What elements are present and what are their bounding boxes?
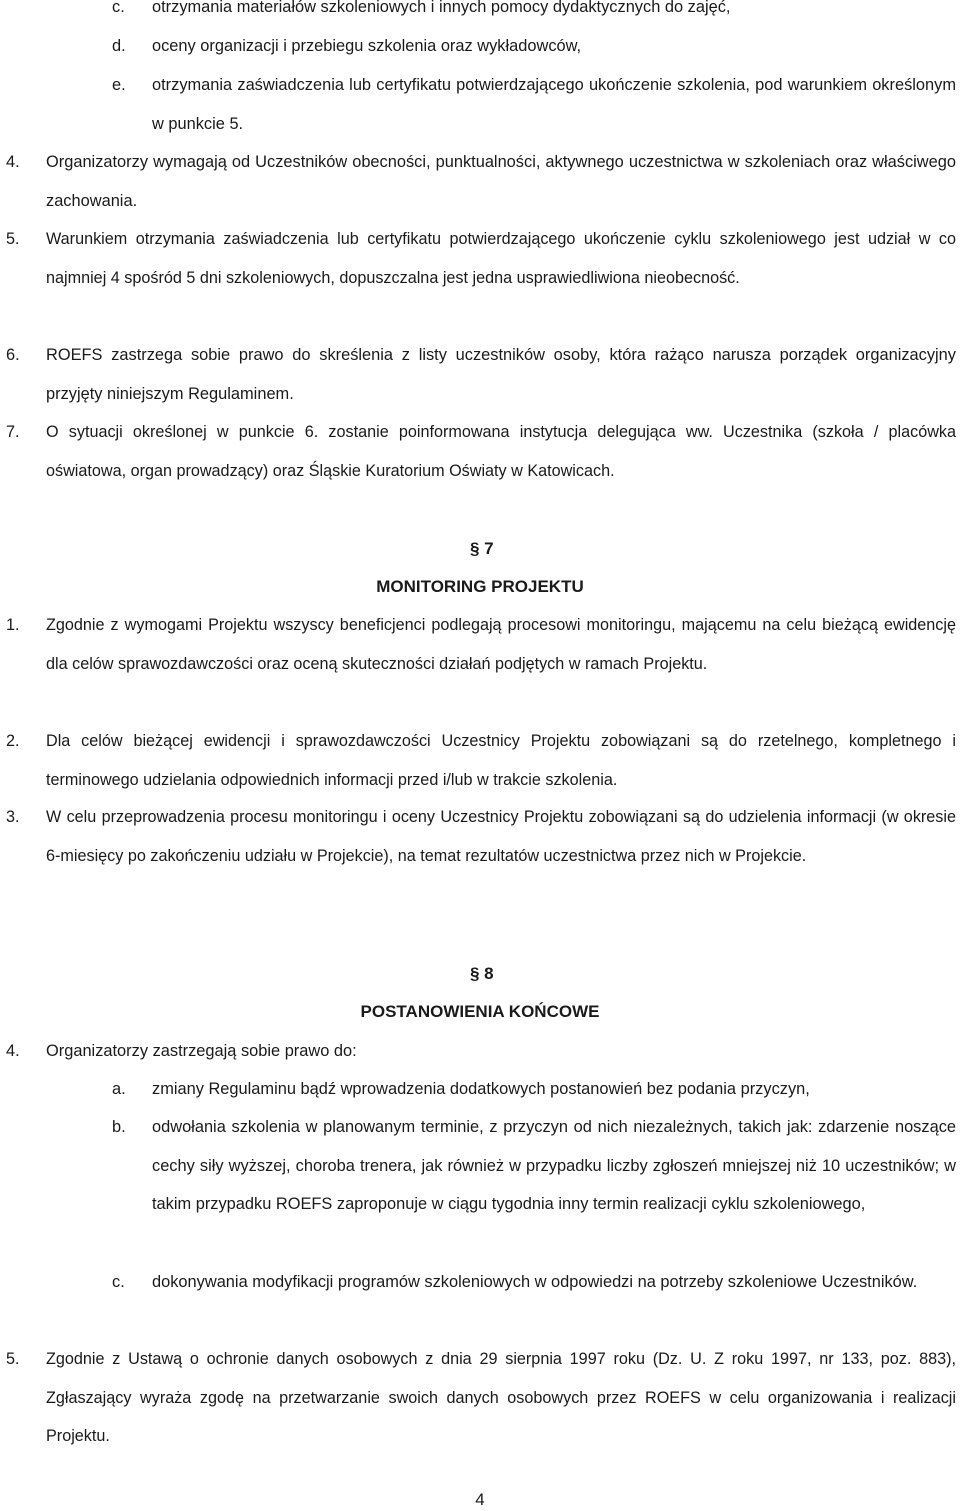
section8-sub-item-a — [112, 1070, 956, 1109]
list-text: zmiany Regulaminu bądź wprowadzenia dodatkowych postanowień bez podania przyczyn, — [152, 1080, 810, 1098]
list-text: otrzymania materiałów szkoleniowych i innych pomocy dydaktycznych do zajęć, — [152, 0, 731, 16]
section-7-title: MONITORING PROJEKTU — [376, 577, 584, 596]
section6-item-5 — [6, 220, 956, 297]
list-text: Warunkiem otrzymania zaświadczenia lub certyfikatu potwierdzającego ukończenie cyklu szkoleniowego jest udział w co najmniej 4 spośród 5 dni szkoleniowych, dopuszczalna jest jedna usprawiedliwiona nieobecność. — [46, 230, 956, 287]
section-7-sign: § 7 — [470, 539, 494, 558]
list-text: O sytuacji określonej w punkcie 6. zostanie poinformowana instytucja delegująca ww. Uczestnika (szkoła / placówka oświatowa, organ prowadzący) oraz Śląskie Kuratorium Oświaty w Katowicach. — [46, 423, 956, 480]
list-text: W celu przeprowadzenia procesu monitoringu i oceny Uczestnicy Projektu zobowiązani są do udzielenia informacji (w okresie 6-miesięcy po zakończeniu udziału w Projekcie), na temat rezultatów uczestnictwa przez nich w Projekcie. — [46, 808, 956, 865]
section6-item-7 — [6, 413, 956, 490]
list-text: otrzymania zaświadczenia lub certyfikatu potwierdzającego ukończenie szkolenia, pod warunkiem określonym w punkcie 5. — [152, 76, 956, 133]
list-marker: 6. — [6, 346, 20, 364]
list-text: Organizatorzy wymagają od Uczestników obecności, punktualności, aktywnego uczestnictwa w szkoleniach oraz właściwego zachowania. — [46, 153, 956, 210]
list-text: oceny organizacji i przebiegu szkolenia oraz wykładowców, — [152, 37, 582, 55]
list-marker: 1. — [6, 616, 20, 634]
list-marker: a. — [112, 1080, 126, 1098]
section6-item-6 — [6, 336, 956, 413]
section-8-sign: § 8 — [470, 964, 494, 983]
list-item-e — [112, 66, 956, 143]
section6-item-4 — [6, 143, 956, 220]
section8-item-4 — [6, 1032, 956, 1071]
list-item-c — [112, 0, 956, 27]
list-marker: d. — [112, 37, 126, 55]
list-marker: 5. — [6, 230, 20, 248]
list-marker: 5. — [6, 1350, 20, 1368]
list-marker: 4. — [6, 1042, 20, 1060]
list-marker: e. — [112, 76, 126, 94]
list-marker: 7. — [6, 423, 20, 441]
list-text: Organizatorzy zastrzegają sobie prawo do: — [46, 1042, 357, 1060]
list-item-d — [112, 27, 956, 66]
page-number: 4 — [475, 1490, 485, 1509]
section7-item-1 — [6, 606, 956, 683]
list-marker: 3. — [6, 808, 20, 826]
list-text: Zgodnie z wymogami Projektu wszyscy beneficjenci podlegają procesowi monitoringu, mającemu na celu bieżącą ewidencję dla celów sprawozdawczości oraz oceną skuteczności działań podjętych w ramach Projektu. — [46, 616, 956, 673]
section7-item-2 — [6, 722, 956, 799]
section8-item-5 — [6, 1340, 956, 1456]
list-text: dokonywania modyfikacji programów szkoleniowych w odpowiedzi na potrzeby szkoleniowe Uczestników. — [152, 1273, 918, 1291]
list-marker: c. — [112, 1273, 125, 1291]
list-marker: c. — [112, 0, 125, 16]
section-8-title: POSTANOWIENIA KOŃCOWE — [360, 1002, 600, 1021]
section8-sub-item-b — [112, 1108, 956, 1224]
section8-sub-item-c — [112, 1263, 956, 1302]
section7-item-3 — [6, 798, 956, 875]
list-text: ROEFS zastrzega sobie prawo do skreślenia z listy uczestników osoby, która rażąco narusza porządek organizacyjny przyjęty niniejszym Regulaminem. — [46, 346, 956, 403]
list-marker: 4. — [6, 153, 20, 171]
list-marker: b. — [112, 1118, 126, 1136]
list-text: odwołania szkolenia w planowanym terminie, z przyczyn od nich niezależnych, takich jak: zdarzenie noszące cechy siły wyższej, choroba trenera, jak również w przypadku liczby zgłoszeń mniejszej niż 10 uczestników; w takim przypadku ROEFS zaproponuje w ciągu tygodnia inny termin realizacji cyklu szkoleniowego, — [152, 1118, 956, 1213]
list-text: Dla celów bieżącej ewidencji i sprawozdawczości Uczestnicy Projektu zobowiązani są do rzetelnego, kompletnego i terminowego udzielania odpowiednich informacji przed i/lub w trakcie szkolenia. — [46, 732, 956, 789]
list-marker: 2. — [6, 732, 20, 750]
list-text: Zgodnie z Ustawą o ochronie danych osobowych z dnia 29 sierpnia 1997 roku (Dz. U. Z roku 1997, nr 133, poz. 883), Zgłaszający wyraża zgodę na przetwarzanie swoich danych osobowych przez ROEFS w celu organizowania i realizacji Projektu. — [46, 1350, 956, 1445]
